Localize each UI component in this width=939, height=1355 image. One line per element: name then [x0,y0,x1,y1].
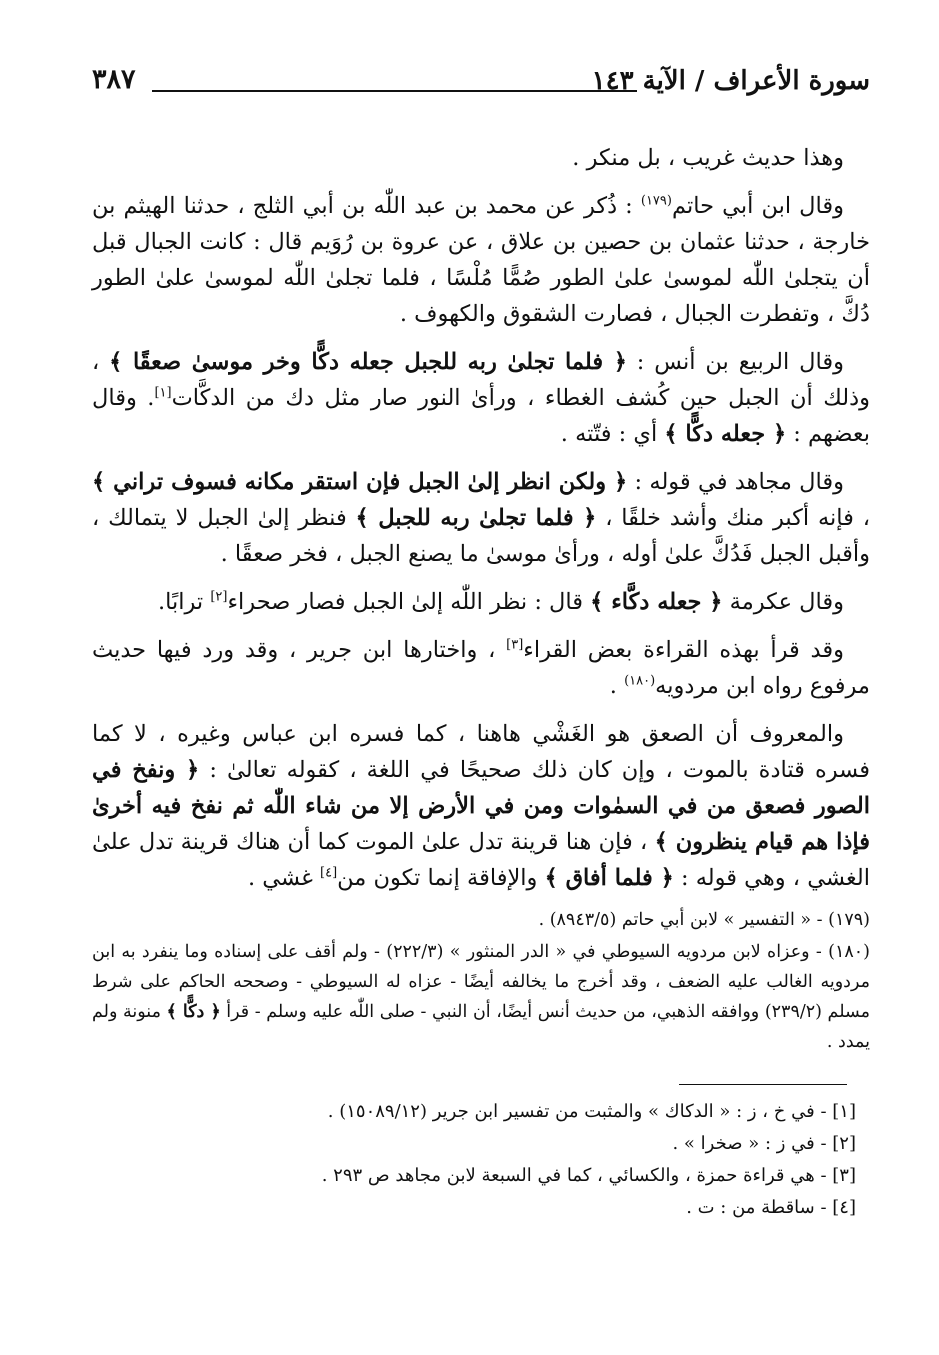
paragraph-text: والإفاقة إنما تكون من [337,865,545,891]
footnote-text: منونة ولم يمدد . [92,1002,870,1052]
paragraph-text: . [609,673,625,699]
footnote-text: (١٧٩) - « التفسير » لابن أبي حاتم (٨٩٤٣/٥) . [538,910,870,930]
variant-note-1: [١] - في خ ، ز : « الدكاك » والمثبت من تفسير ابن جرير (١٥٠٨٩/١٢) . [327,1101,856,1122]
paragraph-text: فنظر إلىٰ الجبل لا يتمالك ، وأقبل الجبل فَدُكَّ علىٰ أوله ، ورأىٰ موسىٰ ما يصنع الجبل ، فخر صعقًا . [92,505,870,567]
footnote-ref-179[interactable]: (١٧٩) [640,193,672,209]
variant-ref-1[interactable]: [١] [154,385,172,401]
footnote-ref-180[interactable]: (١٨٠) [624,673,656,689]
paragraph-text: وقال مجاهد في قوله : [627,469,844,495]
paragraph-5 [92,584,870,620]
paragraph-7 [92,716,870,896]
quran-quote: ﴿ جعله دكًّا ﴾ [664,421,787,447]
footnote-text: (١٨٠) - وعزاه لابن مردويه السيوطي في « الدر المنثور » (٢٢٢/٣) - ولم أقف على إسناده وما ينفرد به ابن مردويه الغالب عليه الضعف ، وقد أخرج ما يخالفه أيضًا - عزاه له السيوطي - وصححه الحاكم على شرط مسلم (٢٣٩/٢) ووافقه الذهبي، من حديث أنس أيضًا، أن النبي - صلى اللّٰه عليه وسلم - قرأ [92,942,870,1022]
surah-title: سورة الأعراف / الآية ١٤٣ [591,66,870,96]
paragraph-6 [92,632,870,704]
quran-quote: ﴿ فلما أفاق ﴾ [544,865,674,891]
paragraph-text: غشي . [247,865,321,891]
page-number: ٣٨٧ [92,64,136,95]
paragraph-text: وقال عكرمة [722,589,844,615]
quran-quote: ﴿ جعله دكَّاء ﴾ [590,589,723,615]
paragraph-1 [92,140,870,176]
paragraph-text: وقال الربيع بن أنس : [626,349,844,375]
main-text [92,140,870,908]
quran-quote: ﴿ ولكن انظر إلىٰ الجبل فإن استقر مكانه فسوف تراني ﴾ [92,469,628,495]
paragraph-text: ترابًا. [157,589,211,615]
quran-quote: ﴿ دكًّا ﴾ [166,1002,221,1022]
paragraph-text: ، فإنه أكبر منك وأشد خلقًا ، [596,505,870,531]
running-header [92,60,870,100]
variant-note-2: [٢] - في ز : « صخرا » . [672,1133,856,1154]
variant-note-3: [٣] - هي قراءة حمزة ، والكسائي ، كما في السبعة لابن مجاهد ص ٢٩٣ . [321,1165,856,1186]
quran-quote: ﴿ فلما تجلىٰ ربه للجبل ﴾ [355,505,597,531]
paragraph-text: أي : فتّته . [560,421,665,447]
footnote-separator [679,1084,847,1085]
paragraph-text: وقال ابن أبي حاتم [671,193,845,219]
paragraph-text: ، واختارها ابن جرير ، وقد ورد فيها حديث مرفوع رواه ابن مردويه [92,637,870,699]
quran-quote: ﴿ ونفخ في الصور فصعق من في السمٰوات ومن في الأرض إلا من شاء اللّٰه ثم نفخ فيه أخرىٰ فإذا هم قيام ينظرون ﴾ [92,757,871,855]
header-rule [152,90,637,92]
paragraph-2 [92,188,870,332]
paragraph-text: . وقال بعضهم : [92,385,870,447]
footnote-179 [92,905,870,935]
variant-ref-3[interactable]: [٣] [506,637,524,653]
paragraph-text: ، وذلك أن الجبل حين كُشف الغطاء ، ورأىٰ النور صار مثل دك من الدكَّات [92,349,870,411]
paragraph-3 [92,344,870,452]
paragraph-text: ، فإن هنا قرينة تدل علىٰ الموت كما أن هناك قرينة تدل علىٰ الغشي ، وهي قوله : [92,829,870,891]
variant-ref-2[interactable]: [٢] [210,589,228,605]
paragraph-text: : ذُكر عن محمد بن عبد اللّٰه بن أبي الثلج ، حدثنا الهيثم بن خارجة ، حدثنا عثمان بن حصين بن علاق ، عن عروة بن رُوَيم قال : كانت الجبال قبل أن يتجلىٰ اللّٰه لموسىٰ علىٰ الطور صُمًّا مُلْسًا ، فلما تجلىٰ اللّٰه لموسىٰ علىٰ الطور دُكَّ ، وتفطرت الجبال ، فصارت الشقوق والكهوف . [92,193,870,327]
paragraph-text: وهذا حديث غريب ، بل منكر . [572,145,844,171]
footnote-180 [92,937,870,1057]
paragraph-4 [92,464,870,572]
variant-footnotes [92,1096,870,1224]
paragraph-text: والمعروف أن الصعق هو الغَشْي هاهنا ، كما فسره ابن عباس وغيره ، لا كما فسره قتادة بالموت ، وإن كان ذلك صحيحًا في اللغة ، كقوله تعالىٰ : [92,721,870,783]
numbered-footnotes [92,905,870,1059]
paragraph-text: وقد قرأ بهذه القراءة بعض القراء [523,637,844,663]
variant-note-4: [٤] - ساقطة من : ت . [686,1197,856,1218]
variant-ref-4[interactable]: [٤] [320,865,338,881]
quran-quote: ﴿ فلما تجلىٰ ربه للجبل جعله دكًّا وخر موسىٰ صعقًا ﴾ [109,349,627,375]
paragraph-text: قال : نظر اللّٰه إلىٰ الجبل فصار صحراء [227,589,591,615]
